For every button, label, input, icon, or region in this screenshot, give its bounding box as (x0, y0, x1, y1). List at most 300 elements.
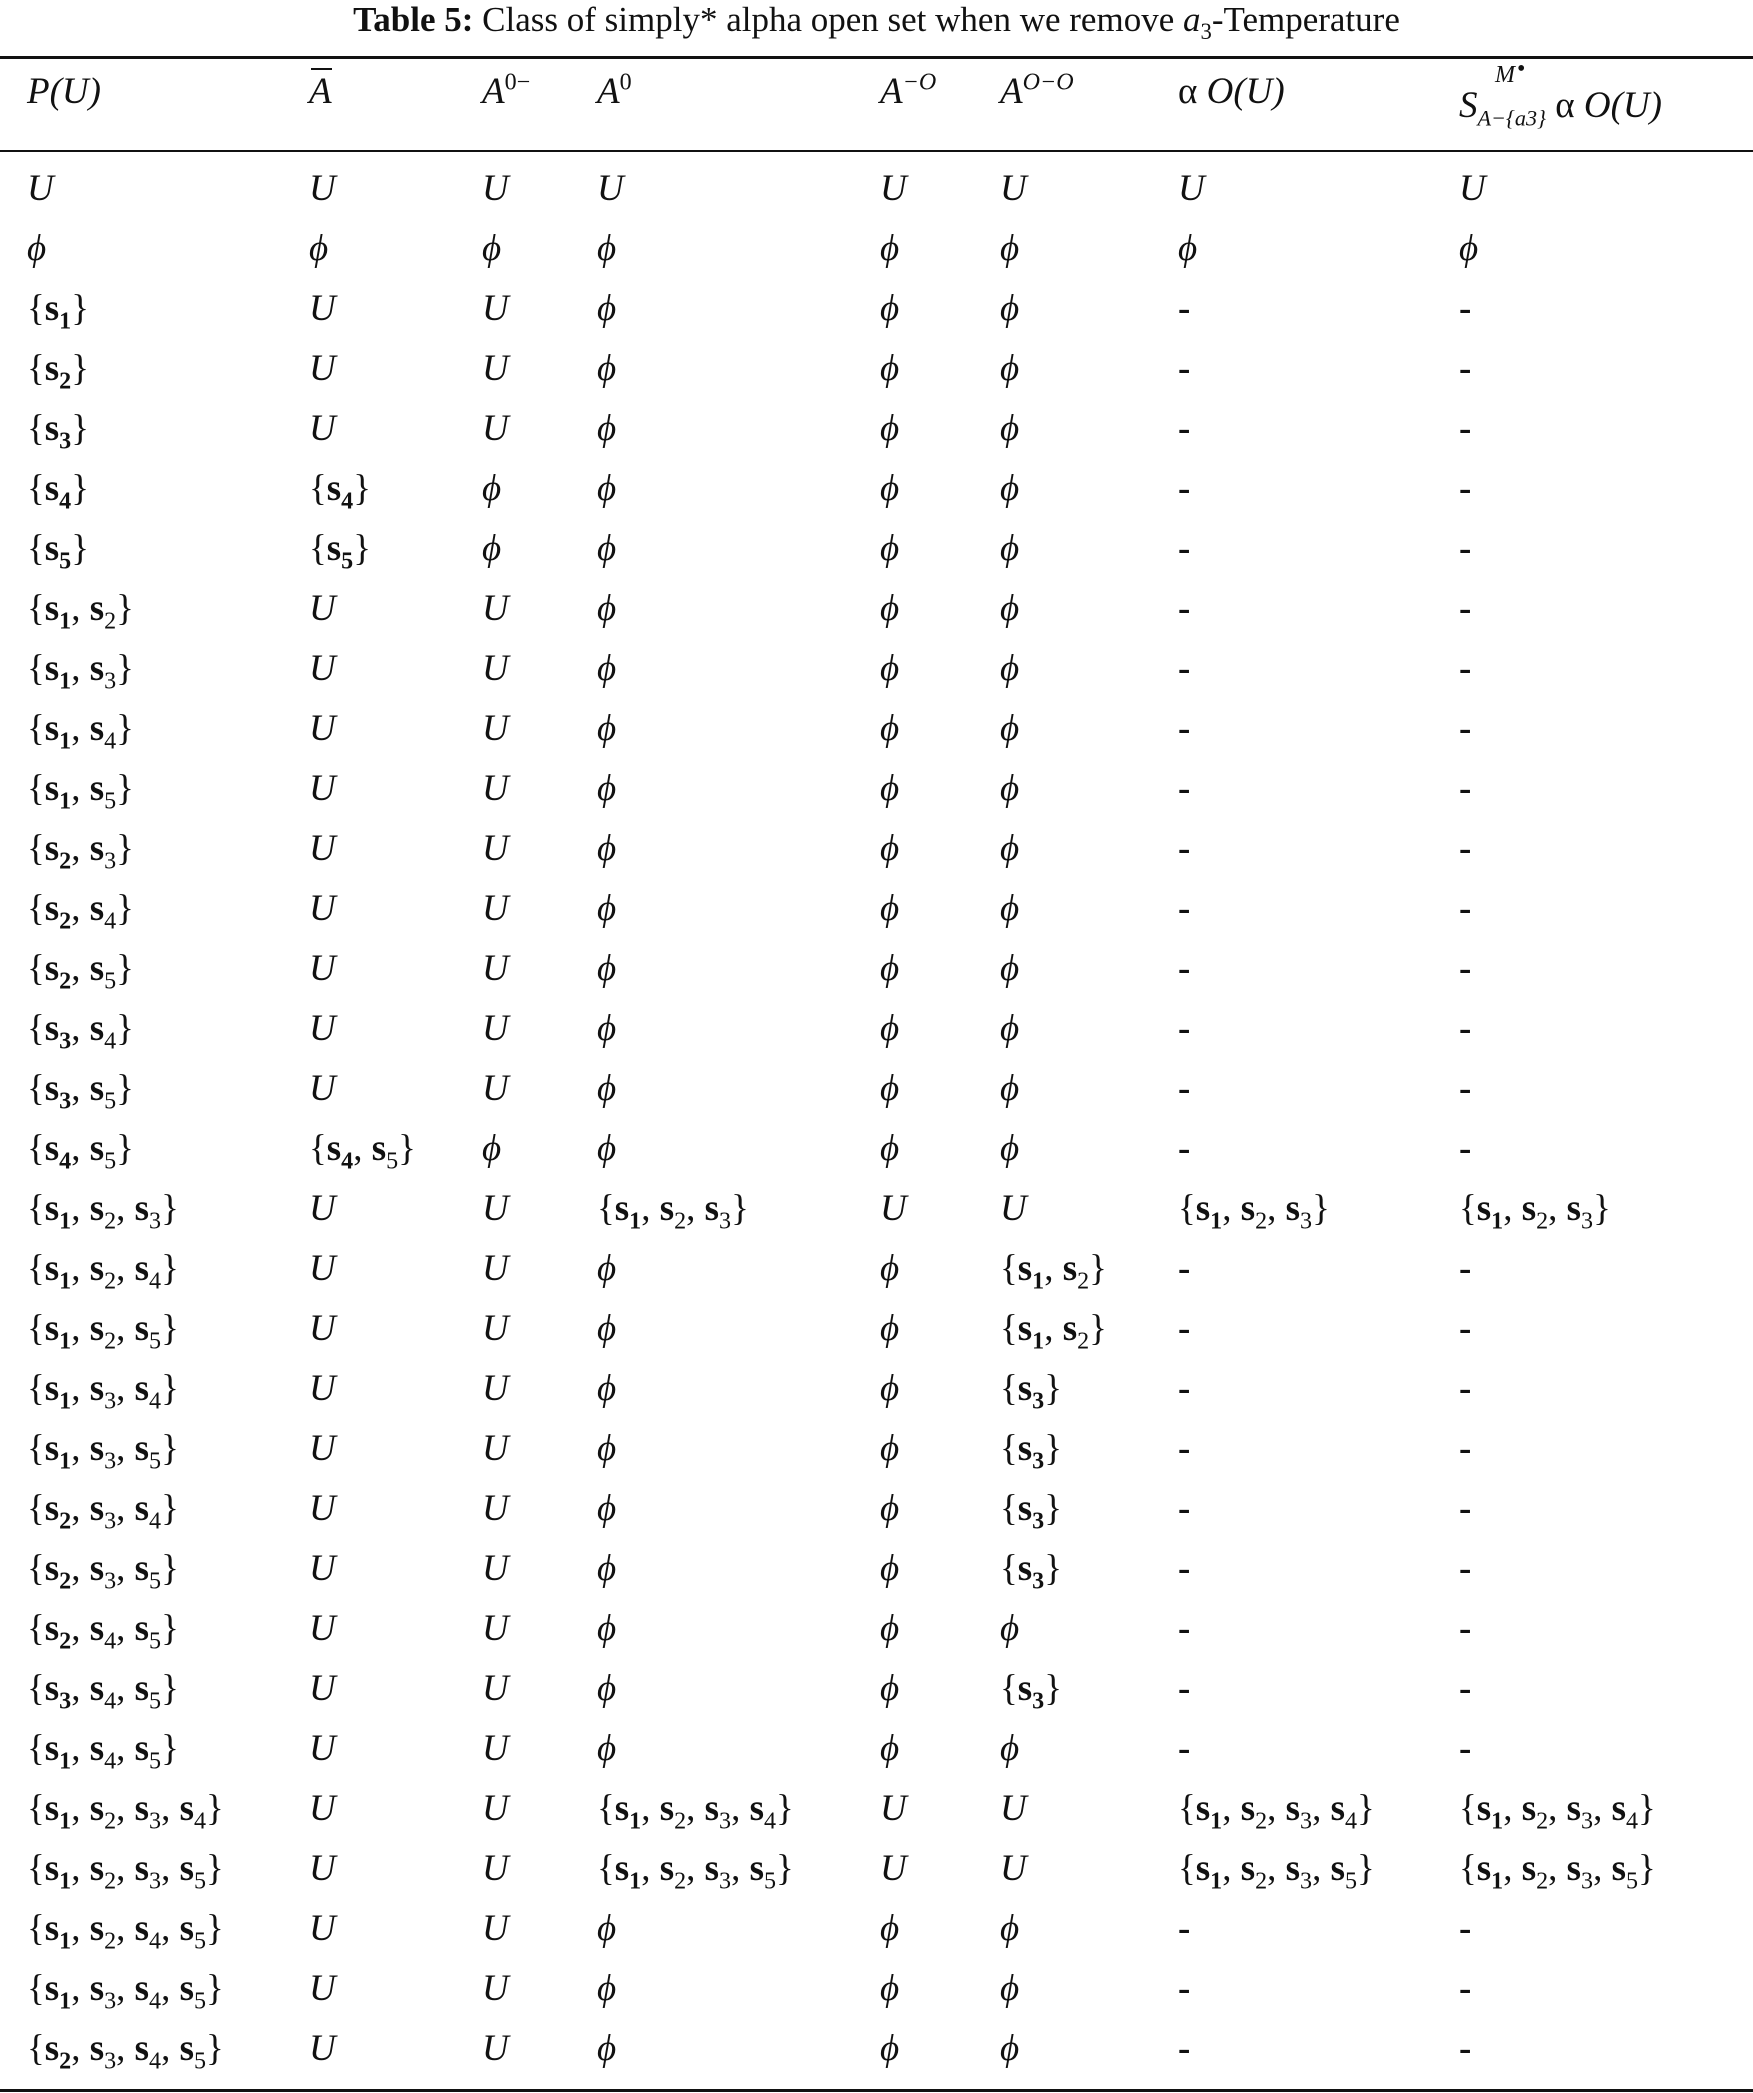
table-cell: ϕ (880, 828, 900, 869)
table-cell: ϕ (1000, 888, 1020, 929)
table-cell: - (1459, 1908, 1472, 1949)
table-cell: ϕ (1178, 228, 1198, 269)
table-cell: ϕ (1000, 948, 1020, 989)
table-cell: U (482, 1908, 509, 1949)
header-simply-star-alpha-open: M• $S_{A-\{a3\}}$ α O(U) (1459, 56, 1662, 131)
table-cell: $\{s_1\}$ (27, 288, 89, 335)
table-cell: ϕ (880, 1728, 900, 1769)
table-cell: U (309, 768, 336, 809)
table-cell: ϕ (880, 1248, 900, 1289)
table-cell: U (482, 948, 509, 989)
table-cell: {$s_2$, $s_4$, $s_5$} (27, 1608, 179, 1655)
table-cell: - (1178, 768, 1191, 809)
table-cell: U (309, 888, 336, 929)
table-cell: - (1178, 1908, 1191, 1949)
caption-text-before: Class of simply* alpha open set when we remove (482, 0, 1183, 39)
table-cell: U (482, 708, 509, 749)
table-cell: {$s_1$, $s_3$, $s_5$} (27, 1428, 179, 1475)
table-cell: ϕ (597, 948, 617, 989)
table-cell: - (1459, 348, 1472, 389)
table-cell: U (482, 1368, 509, 1409)
table-cell: {$s_1$, $s_2$, $s_5$} (27, 1308, 179, 1355)
table-cell: U (309, 1788, 336, 1829)
table-cell: U (482, 1008, 509, 1049)
table-cell: {$s_1$, $s_2$, $s_3$, $s_5$} (27, 1848, 224, 1895)
table-cell: - (1459, 288, 1472, 329)
table-cell: U (482, 1248, 509, 1289)
table-cell: - (1459, 1728, 1472, 1769)
table-cell: ϕ (880, 1068, 900, 1109)
table-cell: - (1459, 648, 1472, 689)
table-cell: ϕ (597, 1548, 617, 1589)
table-cell: ϕ (1000, 1128, 1020, 1169)
table-cell: U (482, 1188, 509, 1229)
table-cell: ϕ (1000, 1728, 1020, 1769)
table-cell: U (482, 1968, 509, 2009)
table-cell: U (309, 1068, 336, 1109)
header-rule (0, 150, 1753, 152)
table-cell: ϕ (880, 288, 900, 329)
table-cell: $\{s_3\}$ (1000, 1368, 1062, 1415)
table-cell: U (309, 948, 336, 989)
table-row (0, 339, 1753, 399)
table-cell: - (1459, 828, 1472, 869)
table-cell: ϕ (880, 588, 900, 629)
table-cell: - (1459, 1248, 1472, 1289)
table-cell: ϕ (880, 2028, 900, 2069)
table-cell: {$s_2$, $s_3$, $s_5$} (27, 1548, 179, 1595)
table-cell: - (1178, 1368, 1191, 1409)
table-cell: {$s_2$, $s_4$} (27, 888, 134, 935)
table-cell: - (1178, 2028, 1191, 2069)
table-cell: ϕ (1000, 828, 1020, 869)
table-cell: ϕ (880, 228, 900, 269)
table-cell: ϕ (1000, 1908, 1020, 1949)
table-cell: ϕ (880, 1308, 900, 1349)
table-row (0, 1059, 1753, 1119)
table-cell: {$s_1$, $s_2$} (1000, 1248, 1107, 1295)
table-cell: - (1459, 1008, 1472, 1049)
table-cell: - (1178, 828, 1191, 869)
table-cell: U (482, 1548, 509, 1589)
table-cell: ϕ (597, 348, 617, 389)
table-row (0, 1659, 1753, 1719)
table-cell: U (880, 1848, 907, 1889)
table-cell: - (1459, 1128, 1472, 1169)
table-cell: - (1459, 1488, 1472, 1529)
table-row (0, 999, 1753, 1059)
table-cell: ϕ (597, 1968, 617, 2009)
header-alpha-open: α O(U) (1178, 71, 1285, 112)
table-cell: - (1459, 2028, 1472, 2069)
table-cell: - (1178, 948, 1191, 989)
caption-var: a (1182, 0, 1201, 39)
table-cell: U (309, 1188, 336, 1229)
table-cell: U (482, 1308, 509, 1349)
table-cell: - (1178, 408, 1191, 449)
table-cell: - (1178, 1008, 1191, 1049)
table-cell: $\{s_3\}$ (1000, 1428, 1062, 1475)
table-cell: {$s_1$, $s_2$, $s_3$, $s_4$} (27, 1788, 224, 1835)
caption-label: Table 5: (353, 0, 474, 39)
table-cell: - (1459, 588, 1472, 629)
table-cell: {$s_1$, $s_2$} (1000, 1308, 1107, 1355)
table-cell: U (309, 708, 336, 749)
top-rule (0, 56, 1753, 59)
table-cell: - (1459, 1968, 1472, 2009)
table-row (0, 1539, 1753, 1599)
table-cell: ϕ (597, 708, 617, 749)
table-cell: ϕ (1459, 228, 1479, 269)
table-cell: {$s_4$, $s_5$} (27, 1128, 134, 1175)
table-cell: ϕ (597, 768, 617, 809)
table-row (0, 1119, 1753, 1179)
table-cell: U (482, 1788, 509, 1829)
table-cell: {$s_1$, $s_2$, $s_4$, $s_5$} (27, 1908, 224, 1955)
table-cell: ϕ (597, 1068, 617, 1109)
header-a-zero-minus: $A^{0-}$ (482, 69, 531, 112)
table-cell: {$s_1$, $s_2$, $s_3$} (1459, 1188, 1611, 1235)
table-row (0, 639, 1753, 699)
table-row (0, 1239, 1753, 1299)
table-cell: {$s_1$, $s_2$, $s_3$, $s_4$} (1459, 1788, 1656, 1835)
table-cell: {$s_2$, $s_3$, $s_4$} (27, 1488, 179, 1535)
table-cell: ϕ (880, 1668, 900, 1709)
table-cell: - (1178, 1068, 1191, 1109)
table-cell: ϕ (1000, 408, 1020, 449)
table-cell: {$s_1$, $s_4$, $s_5$} (27, 1728, 179, 1775)
table-cell: - (1178, 1428, 1191, 1469)
table-cell: ϕ (597, 468, 617, 509)
table-cell: ϕ (1000, 708, 1020, 749)
table-cell: ϕ (597, 648, 617, 689)
table-cell: U (309, 1428, 336, 1469)
table-cell: ϕ (1000, 528, 1020, 569)
table-cell: - (1459, 768, 1472, 809)
table-cell: {$s_3$, $s_4$, $s_5$} (27, 1668, 179, 1715)
table-cell: ϕ (1000, 1008, 1020, 1049)
table-cell: U (482, 1728, 509, 1769)
table-cell: U (482, 1068, 509, 1109)
table-cell: ϕ (597, 828, 617, 869)
table-row (0, 1299, 1753, 1359)
table-cell: ϕ (880, 888, 900, 929)
table-cell: {$s_1$, $s_3$} (27, 648, 134, 695)
table-cell: U (482, 828, 509, 869)
table-row (0, 1419, 1753, 1479)
table-cell: ϕ (597, 1308, 617, 1349)
table-cell: U (482, 1428, 509, 1469)
header-a-o-minus-o: $A^{O-O}$ (1000, 69, 1074, 112)
table-cell: U (309, 1668, 336, 1709)
table-cell: ϕ (880, 528, 900, 569)
table-row (0, 1839, 1753, 1899)
table-cell: U (309, 2028, 336, 2069)
table-cell: {$s_1$, $s_2$, $s_4$} (27, 1248, 179, 1295)
table-cell: ϕ (880, 1128, 900, 1169)
table-cell: {$s_1$, $s_2$} (27, 588, 134, 635)
table-cell: {$s_2$, $s_3$, $s_4$, $s_5$} (27, 2028, 224, 2075)
table-cell: ϕ (597, 1668, 617, 1709)
table-cell: ϕ (309, 228, 329, 269)
table-cell: ϕ (482, 468, 502, 509)
table-cell: ϕ (597, 1428, 617, 1469)
table-row (0, 219, 1753, 279)
table-cell: - (1178, 1548, 1191, 1589)
table-cell: - (1178, 348, 1191, 389)
table-cell: ϕ (597, 528, 617, 569)
table-cell: - (1459, 528, 1472, 569)
table-cell: - (1178, 1488, 1191, 1529)
table-cell: - (1178, 708, 1191, 749)
table-cell: - (1178, 648, 1191, 689)
table-cell: $\{s_5\}$ (27, 528, 89, 575)
table-cell: U (482, 348, 509, 389)
table-cell: U (309, 1848, 336, 1889)
table-cell: ϕ (1000, 588, 1020, 629)
table-row (0, 819, 1753, 879)
table-row (0, 759, 1753, 819)
table-cell: U (482, 288, 509, 329)
table-cell: ϕ (597, 1008, 617, 1049)
table-cell: ϕ (597, 1248, 617, 1289)
table-cell: ϕ (1000, 1068, 1020, 1109)
header-closure-symbol: A (309, 71, 332, 112)
table-cell: U (309, 408, 336, 449)
table-cell: U (482, 408, 509, 449)
table-cell: ϕ (597, 1488, 617, 1529)
table-cell: $\{s_3\}$ (27, 408, 89, 455)
table-cell: U (309, 1728, 336, 1769)
table-cell: - (1459, 1308, 1472, 1349)
header-a-zero: $A^0$ (597, 69, 632, 112)
table-cell: U (309, 828, 336, 869)
table-row (0, 1779, 1753, 1839)
table-cell: {$s_2$, $s_5$} (27, 948, 134, 995)
table-cell: ϕ (597, 588, 617, 629)
table-cell: U (309, 1308, 336, 1349)
table-cell: {$s_1$, $s_2$, $s_3$, $s_5$} (597, 1848, 794, 1895)
table-cell: ϕ (880, 468, 900, 509)
table-row (0, 519, 1753, 579)
table-cell: U (482, 2028, 509, 2069)
table-cell: ϕ (880, 1608, 900, 1649)
table-cell: U (1178, 168, 1205, 209)
table-cell: ϕ (1000, 228, 1020, 269)
table-cell: U (482, 1488, 509, 1529)
table-cell: U (482, 888, 509, 929)
table-cell: - (1178, 468, 1191, 509)
table-cell: - (1178, 1668, 1191, 1709)
table-cell: {$s_1$, $s_2$, $s_3$, $s_5$} (1178, 1848, 1375, 1895)
table-cell: ϕ (880, 1368, 900, 1409)
table-cell: U (1459, 168, 1486, 209)
table-cell: {$s_1$, $s_3$, $s_4$} (27, 1368, 179, 1415)
table-cell: U (597, 168, 624, 209)
table-row (0, 879, 1753, 939)
table-cell: ϕ (597, 1608, 617, 1649)
table-cell: ϕ (880, 1008, 900, 1049)
table-cell: ϕ (880, 348, 900, 389)
table-cell: ϕ (597, 228, 617, 269)
table-cell: U (880, 1788, 907, 1829)
table-cell: U (309, 1608, 336, 1649)
table-cell: U (309, 588, 336, 629)
table-cell: U (1000, 1848, 1027, 1889)
table-cell: - (1178, 1128, 1191, 1169)
table-cell: ϕ (880, 708, 900, 749)
header-m-star: M• (1495, 56, 1526, 88)
table-cell: U (1000, 168, 1027, 209)
table-cell: {$s_1$, $s_2$, $s_3$} (1178, 1188, 1330, 1235)
table-cell: ϕ (1000, 468, 1020, 509)
table-cell: ϕ (1000, 1608, 1020, 1649)
table-cell: {$s_1$, $s_2$, $s_3$, $s_4$} (1178, 1788, 1375, 1835)
header-closure (309, 70, 332, 114)
header-a-minus-o: $A^{-O}$ (880, 69, 937, 112)
table-cell: ϕ (1000, 288, 1020, 329)
table-cell: ϕ (880, 768, 900, 809)
header-power-set: P(U) (27, 71, 101, 112)
table-cell: ϕ (597, 1908, 617, 1949)
table-cell: {$s_3$, $s_4$} (27, 1008, 134, 1055)
table-cell: {$s_3$, $s_5$} (27, 1068, 134, 1115)
bottom-rule (0, 2089, 1753, 2092)
table-cell: U (482, 1608, 509, 1649)
table-cell: ϕ (597, 2028, 617, 2069)
table-cell: U (309, 1548, 336, 1589)
table-cell: U (309, 1008, 336, 1049)
table-cell: $\{s_4\}$ (27, 468, 89, 515)
table-cell: U (309, 1248, 336, 1289)
table-cell: {$s_1$, $s_2$, $s_3$, $s_5$} (1459, 1848, 1656, 1895)
table-cell: U (309, 348, 336, 389)
table-cell: U (27, 168, 54, 209)
table-cell: {$s_2$, $s_3$} (27, 828, 134, 875)
table-cell: ϕ (880, 1968, 900, 2009)
table-cell: ϕ (482, 528, 502, 569)
table-cell: U (309, 288, 336, 329)
table-cell: ϕ (880, 1548, 900, 1589)
table-row (0, 1719, 1753, 1779)
table-row (0, 1899, 1753, 1959)
table-cell: ϕ (482, 1128, 502, 1169)
table-row (0, 699, 1753, 759)
table-cell: ϕ (1000, 768, 1020, 809)
table-cell: U (482, 768, 509, 809)
table-row (0, 1179, 1753, 1239)
table-cell: U (482, 1848, 509, 1889)
table-cell: - (1459, 408, 1472, 449)
table-cell: ϕ (597, 888, 617, 929)
caption-var-sub: 3 (1200, 19, 1212, 44)
table-cell: ϕ (1000, 2028, 1020, 2069)
table-cell: - (1178, 588, 1191, 629)
caption-text-after: -Temperature (1211, 0, 1400, 39)
table-cell: U (1000, 1188, 1027, 1229)
table-cell: ϕ (597, 408, 617, 449)
table-cell: ϕ (597, 288, 617, 329)
table-cell: ϕ (880, 948, 900, 989)
table-cell: - (1459, 1548, 1472, 1589)
table-row (0, 1599, 1753, 1659)
table-cell: - (1459, 1608, 1472, 1649)
table-cell: U (309, 1488, 336, 1529)
table-cell: U (309, 168, 336, 209)
table-cell: {$s_1$, $s_2$, $s_3$, $s_4$} (597, 1788, 794, 1835)
table-cell: U (482, 588, 509, 629)
table-cell: - (1178, 1248, 1191, 1289)
table-cell: $\{s_4\}$ (309, 468, 371, 515)
table-cell: ϕ (482, 228, 502, 269)
table-caption (0, 0, 1753, 44)
table-row (0, 1959, 1753, 2019)
table-cell: ϕ (880, 648, 900, 689)
table-row (0, 1479, 1753, 1539)
table-row (0, 939, 1753, 999)
table-cell: - (1459, 1368, 1472, 1409)
table-row (0, 279, 1753, 339)
table-cell: U (482, 168, 509, 209)
table-cell: ϕ (880, 1908, 900, 1949)
table-cell: {$s_4$, $s_5$} (309, 1128, 416, 1175)
table-cell: {$s_1$, $s_2$, $s_3$} (597, 1188, 749, 1235)
table-cell: U (1000, 1788, 1027, 1829)
table-cell: {$s_1$, $s_3$, $s_4$, $s_5$} (27, 1968, 224, 2015)
table-cell: - (1459, 1068, 1472, 1109)
table-cell: - (1178, 528, 1191, 569)
table-cell: ϕ (1000, 648, 1020, 689)
table-cell: ϕ (880, 1428, 900, 1469)
table-cell: ϕ (597, 1728, 617, 1769)
table-cell: U (309, 1908, 336, 1949)
table-cell: $\{s_3\}$ (1000, 1668, 1062, 1715)
table-cell: - (1459, 888, 1472, 929)
table-row (0, 1359, 1753, 1419)
table-cell: $\{s_3\}$ (1000, 1548, 1062, 1595)
table-cell: - (1178, 1968, 1191, 2009)
table-cell: - (1178, 288, 1191, 329)
table-cell: - (1459, 1428, 1472, 1469)
table-cell: U (482, 648, 509, 689)
table-cell: - (1459, 468, 1472, 509)
table-cell: ϕ (597, 1128, 617, 1169)
table-row (0, 579, 1753, 639)
table-cell: - (1178, 1608, 1191, 1649)
table-cell: - (1178, 1728, 1191, 1769)
table-cell: ϕ (880, 408, 900, 449)
table-cell: - (1178, 1308, 1191, 1349)
table-cell: U (309, 1368, 336, 1409)
table-cell: U (309, 648, 336, 689)
table-cell: - (1459, 948, 1472, 989)
table-cell: {$s_1$, $s_4$} (27, 708, 134, 755)
table-cell: U (880, 168, 907, 209)
table-cell: ϕ (1000, 348, 1020, 389)
table-row (0, 459, 1753, 519)
table-row (0, 2019, 1753, 2079)
table-cell: ϕ (27, 228, 47, 269)
table-row (0, 159, 1753, 219)
table-cell: ϕ (597, 1368, 617, 1409)
table-cell: - (1459, 1668, 1472, 1709)
table-row (0, 399, 1753, 459)
table-cell: {$s_1$, $s_5$} (27, 768, 134, 815)
table-cell: {$s_1$, $s_2$, $s_3$} (27, 1188, 179, 1235)
table-cell: - (1178, 888, 1191, 929)
table-cell: U (309, 1968, 336, 2009)
table-cell: ϕ (1000, 1968, 1020, 2009)
